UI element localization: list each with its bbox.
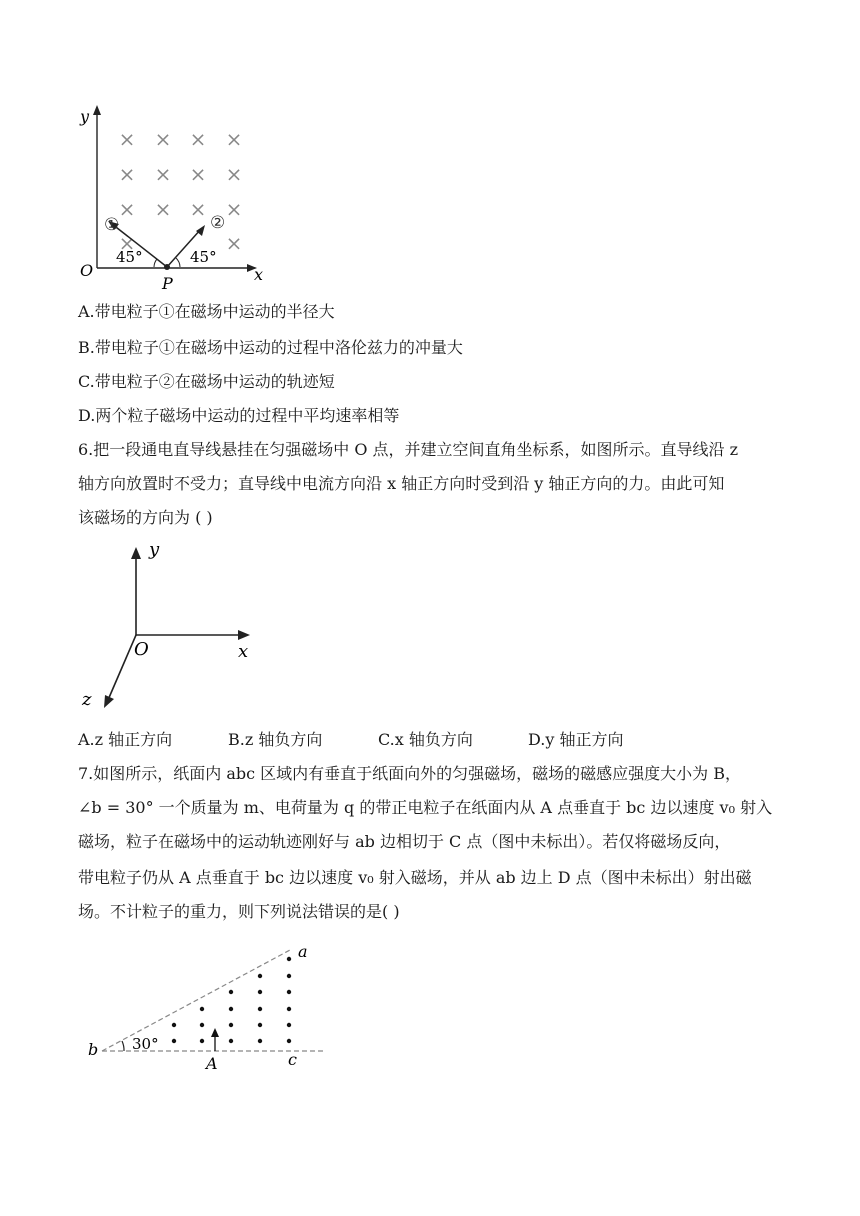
y-axis-arrow (93, 105, 101, 115)
field-dot (287, 990, 291, 994)
particle-2-arrowhead (196, 225, 205, 236)
z-axis-label: z (82, 689, 92, 710)
field-dot (229, 1007, 233, 1011)
field-dot (258, 1023, 262, 1027)
q7-text-line-1: 7.如图所示，纸面内 abc 区域内有垂直于纸面向外的匀强磁场，磁场的磁感应强度大小为 B， (78, 764, 742, 783)
angle-left-label: 45° (116, 248, 143, 266)
figure-triangle-abc (80, 935, 350, 1080)
field-dot (287, 1039, 291, 1043)
field-dot (287, 1007, 291, 1011)
q5-option-b: B.带电粒子①在磁场中运动的过程中洛伦兹力的冲量大 (78, 338, 463, 357)
field-dot (229, 1039, 233, 1043)
q5-option-d: D.两个粒子磁场中运动的过程中平均速率相等 (78, 406, 400, 425)
field-dot (287, 1023, 291, 1027)
field-dot (287, 957, 291, 961)
field-cross: × (118, 231, 136, 255)
field-cross: × (118, 127, 136, 151)
vertex-a-label: a (298, 942, 308, 961)
y-axis-arrow (131, 547, 141, 559)
z-axis-arrow (104, 695, 114, 708)
field-cross: × (189, 127, 207, 151)
z-axis (108, 635, 136, 700)
field-cross: × (154, 197, 172, 221)
origin-label: O (134, 639, 149, 660)
point-p (164, 264, 170, 270)
magnetic-field-dots (172, 957, 291, 1043)
q6-option-c: C.x 轴负方向 (378, 730, 473, 749)
field-cross: × (154, 127, 172, 151)
y-axis-label: y (149, 539, 160, 560)
field-dot (200, 1023, 204, 1027)
magnetic-field-crosses (119, 127, 243, 255)
figure-magnetic-field-xy (70, 100, 280, 295)
field-dot (287, 974, 291, 978)
figure-3d-axes (70, 535, 270, 715)
q5-option-c: C.带电粒子②在磁场中运动的轨迹短 (78, 372, 335, 391)
field-dot (258, 974, 262, 978)
field-cross: × (189, 197, 207, 221)
q7-text-line-5: 场。不计粒子的重力，则下列说法错误的是( ) (78, 902, 400, 921)
field-dot (258, 1007, 262, 1011)
q6-option-d: D.y 轴正方向 (528, 730, 624, 749)
field-dot (172, 1023, 176, 1027)
field-dot (229, 990, 233, 994)
field-dot (200, 1039, 204, 1043)
q6-option-a: A.z 轴正方向 (78, 730, 173, 749)
q6-text-line-2: 轴方向放置时不受力；直导线中电流方向沿 x 轴正方向时受到沿 y 轴正方向的力。由此可知 (78, 474, 725, 493)
field-cross: × (225, 127, 243, 151)
field-cross: × (154, 162, 172, 186)
particle-1-label: ① (104, 215, 120, 235)
q7-text-line-3: 磁场，粒子在磁场中的运动轨迹刚好与 ab 边相切于 C 点（图中未标出）。若仅将磁场反向， (78, 832, 731, 851)
angle-arc-b (122, 1041, 124, 1051)
field-dot (172, 1039, 176, 1043)
angle-b-label: 30° (132, 1035, 159, 1053)
x-axis-label: x (238, 641, 249, 662)
field-cross: × (225, 162, 243, 186)
point-p-label: P (162, 274, 173, 293)
angle-arc-right (176, 258, 180, 267)
field-cross: × (225, 231, 243, 255)
point-a-label: A (206, 1054, 218, 1073)
field-cross: × (118, 197, 136, 221)
field-cross: × (189, 162, 207, 186)
q7-text-line-4: 带电粒子仍从 A 点垂直于 bc 边以速度 v₀ 射入磁场，并从 ab 边上 D 点（图中未标出）射出磁 (78, 868, 752, 887)
field-cross: × (118, 162, 136, 186)
q6-text-line-3: 该磁场的方向为 ( ) (78, 508, 213, 527)
side-ab (102, 950, 290, 1051)
field-cross: × (225, 197, 243, 221)
origin-label: O (80, 261, 94, 280)
entry-arrowhead (211, 1028, 219, 1037)
q6-text-line-1: 6.把一段通电直导线悬挂在匀强磁场中 O 点，并建立空间直角坐标系，如图所示。直导线沿 z (78, 440, 739, 459)
q5-option-a: A.带电粒子①在磁场中运动的半径大 (78, 302, 335, 321)
angle-right-label: 45° (190, 248, 217, 266)
vertex-b-label: b (88, 1040, 99, 1059)
x-axis-arrow (238, 630, 250, 640)
field-dot (200, 1007, 204, 1011)
y-axis-label: y (80, 107, 90, 126)
particle-2-label: ② (210, 213, 226, 233)
q7-text-line-2: ∠b = 30° 一个质量为 m、电荷量为 q 的带正电粒子在纸面内从 A 点垂直于 bc 边以速度 v₀ 射入 (78, 798, 773, 817)
field-dot (258, 1039, 262, 1043)
angle-arc-left (154, 259, 157, 267)
field-dot (258, 990, 262, 994)
field-dot (229, 1023, 233, 1027)
x-axis-label: x (254, 265, 264, 284)
q6-option-b: B.z 轴负方向 (228, 730, 323, 749)
vertex-c-label: c (288, 1050, 297, 1069)
